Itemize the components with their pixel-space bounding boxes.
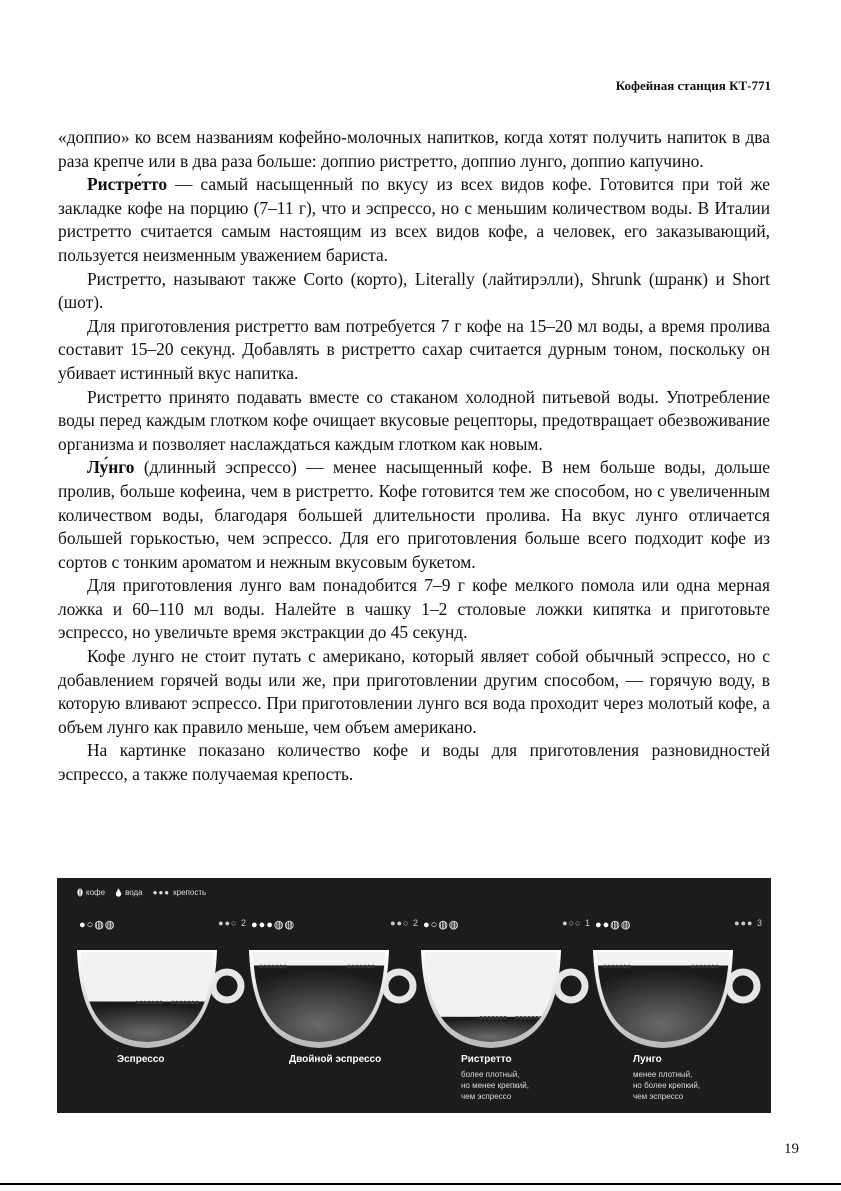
- strength-dots-icon: ●●●: [152, 888, 171, 897]
- paragraph: [58, 645, 770, 739]
- cup-handle: [557, 972, 585, 1000]
- strength-indicator: [218, 918, 247, 928]
- coffee-fill: [249, 966, 389, 1045]
- paragraph: [58, 268, 770, 315]
- paragraph: [58, 456, 770, 574]
- paragraph: [58, 739, 770, 786]
- infographic-legend: [77, 888, 206, 897]
- page-number: 19: [784, 1141, 799, 1157]
- running-header: Кофейная станция КТ-771: [615, 78, 771, 93]
- paragraph-text: Ристретто принято подавать вместе со стаканом холодной питьевой воды. Употребление воды перед каждым глотком кофе очищает вкусовые рецепторы, предотвращает обезвоживание организма и позволяет наслаждаться каждым глотком как новым.: [58, 386, 770, 454]
- drink-name: Эспрессо: [117, 1054, 165, 1065]
- cup-handle: [213, 972, 241, 1000]
- strength-indicator: [734, 918, 763, 928]
- strength-dots: ●●○: [390, 918, 410, 928]
- drink-panel: [77, 918, 247, 1113]
- paragraph-text: Для приготовления лунго вам понадобится 7–9 г кофе мелкого помола или одна мерная ложка и 60–110 мл воды. Налейте в чашку 1–2 столовые ложки кипятка и приготовьте эспрессо, но увеличьте время экстракции до 45 секунд.: [58, 575, 770, 643]
- bottom-rule: [0, 1183, 841, 1185]
- cup-illustration: [77, 936, 247, 1056]
- paragraph: [58, 386, 770, 457]
- coffee-infographic: [57, 878, 771, 1113]
- term-heading: Лу́нго: [87, 457, 135, 478]
- coffee-bean-icon: [77, 888, 83, 897]
- strength-value: 1: [584, 918, 591, 928]
- paragraph: [58, 173, 770, 267]
- cup-illustration: [249, 936, 419, 1056]
- ingredient-icons: ●●◍◍: [595, 919, 632, 931]
- strength-dots: ●○○: [562, 918, 582, 928]
- paragraph-text: Ристретто, называют также Corto (корто), Literally (лайтирэлли), Shrunk (шранк) и Short (шот).: [58, 268, 770, 313]
- drink-name: Лунго: [633, 1054, 662, 1065]
- ingredient-icons: ●●●◍◍: [251, 919, 296, 931]
- paragraph-text: (длинный эспрессо) — менее насыщенный кофе. В нем больше воды, дольше пролив, больше кофеина, чем в ристретто. Кофе готовится тем же способом, но с увеличенным количеством воды, благодаря большей длительности пролива. На вкус лунго отличается большей горькостью, чем эспрессо. Для его приготовления больше всего подходит кофе из сортов с тонким ароматом и нежным вкусовым букетом.: [58, 457, 770, 572]
- drink-name: Ристретто: [461, 1054, 512, 1065]
- legend-water: [115, 888, 143, 897]
- term-heading: Ристре́тто: [87, 174, 168, 195]
- cup-illustration: [593, 936, 763, 1056]
- strength-value: 2: [240, 918, 247, 928]
- paragraph-text: Кофе лунго не стоит путать с американо, который являет собой обычный эспрессо, но с добавлением горячей воды или же, при приготовлении другим способом, — горячую воду, в которую вливают эспрессо. При приготовлении лунго вся вода проходит через молотый кофе, а объем лунго как правило меньше, чем объем американо.: [58, 646, 770, 737]
- drink-description: менее плотный, но более крепкий, чем эспрессо: [633, 1070, 701, 1101]
- drink-description: более плотный, но менее крепкий, чем эспрессо: [461, 1070, 529, 1101]
- paragraph-text: На картинке показано количество кофе и воды для приготовления разновидностей эспрессо, а также получаемая крепость.: [58, 740, 770, 785]
- legend-strength: [153, 888, 207, 897]
- cup-handle: [385, 972, 413, 1000]
- strength-indicator: [390, 918, 419, 928]
- paragraph: [58, 574, 770, 645]
- strength-indicator: [562, 918, 591, 928]
- paragraph: [58, 315, 770, 386]
- paragraph: [58, 126, 770, 173]
- body-text: [58, 126, 770, 787]
- drink-panel: [593, 918, 763, 1113]
- coffee-fill: [593, 966, 733, 1045]
- legend-coffee-label: кофе: [86, 888, 106, 897]
- drink-name: Двойной эспрессо: [289, 1054, 382, 1065]
- cup-illustration: [421, 936, 591, 1056]
- legend-strength-label: крепость: [173, 888, 207, 897]
- paragraph-text: «доппио» ко всем названиям кофейно-молочных напитков, когда хотят получить напиток в два раза крепче или в два раза больше: доппио ристретто, доппио лунго, доппио капучино.: [58, 127, 770, 171]
- legend-water-label: вода: [125, 888, 143, 897]
- drink-panel: [249, 918, 419, 1113]
- strength-value: 2: [412, 918, 419, 928]
- paragraph-text: Для приготовления ристретто вам потребуется 7 г кофе на 15–20 мл воды, а время пролива составит 15–20 секунд. Добавлять в ристретто сахар считается дурным тоном, поскольку он убивает истинный вкус напитка.: [58, 315, 770, 383]
- water-drop-icon: [115, 888, 122, 897]
- cup-handle: [729, 972, 757, 1000]
- strength-dots: ●●●: [734, 918, 754, 928]
- ingredient-icons: ●○◍◍: [423, 919, 460, 931]
- ingredient-icons: ●○◍◍: [79, 919, 116, 931]
- drink-panel: [421, 918, 591, 1113]
- strength-value: 3: [756, 918, 763, 928]
- strength-dots: ●●○: [218, 918, 238, 928]
- legend-coffee: [77, 888, 105, 897]
- paragraph-text: — самый насыщенный по вкусу из всех видов кофе. Готовится при той же закладке кофе на порцию (7–11 г), что и эспрессо, но с меньшим количеством воды. В Италии ристретто считается самым настоящим из всех видов кофе, а человек, его заказывающий, пользуется неизменным уважением бариста.: [58, 174, 770, 265]
